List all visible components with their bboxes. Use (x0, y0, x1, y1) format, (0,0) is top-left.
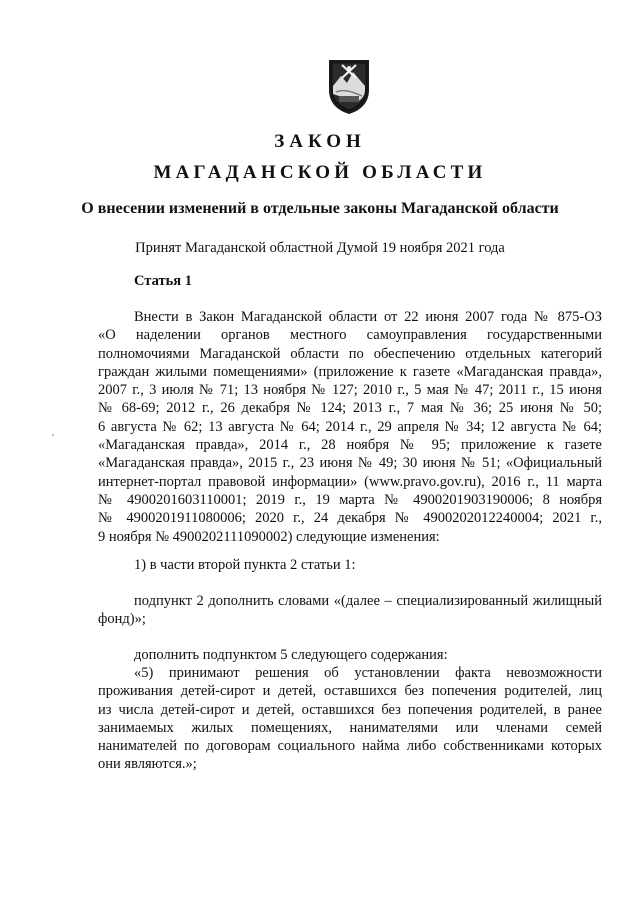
paragraph-line: «Магаданская правда», 2014 г., 28 ноября № 95; приложение к газете (98, 437, 602, 454)
paragraph-line: 6 августа № 62; 13 августа № 64; 2014 г., 29 апреля № 34; 12 августа № 64; (98, 418, 602, 435)
paragraph-line: 2007 г., 3 июля № 71; 13 ноября № 127; 2010 г., 5 мая № 47; 2011 г., 15 июня (98, 382, 602, 399)
paragraph-line: проживания детей-сирот и детей, оставшихся без попечения родителей, лиц (98, 683, 602, 700)
paragraph-line: интернет-портал правовой информации» (www.pravo.gov.ru), 2016 г., 11 марта (98, 473, 602, 490)
paragraph-line: № 68-69; 2012 г., 26 декабря № 124; 2013 г., 7 мая № 36; 25 июня № 50; (98, 400, 602, 417)
add-subitem-5-paragraph (98, 646, 602, 664)
paragraph-line: фонд)»; (98, 611, 146, 628)
paragraph-line: 1) в части второй пункта 2 статьи 1: (134, 557, 356, 573)
paragraph-line: «О наделении органов местного самоуправления государственными (98, 327, 602, 344)
paragraph-line: «5) принимают решения об установлении факта невозможности (134, 665, 602, 681)
paragraph-line: из числа детей-сирот и детей, оставшихся без попечения родителей, в ранее (98, 701, 602, 718)
paragraph-line: занимаемых жилых помещениях, нанимателями или членами семей (98, 719, 602, 736)
paragraph-line: Внести в Закон Магаданской области от 22 июня 2007 года № 875-ОЗ (134, 309, 602, 325)
paragraph-line: полномочиями Магаданской области по обеспечению отдельных категорий (98, 345, 602, 362)
subitem-5-quote (98, 664, 602, 774)
paragraph-line: граждан жилыми помещениями» (приложение к газете «Магаданская правда», (98, 363, 602, 380)
adoption-note: Принят Магаданской областной Думой 19 ноября 2021 года (135, 240, 505, 256)
paragraph-line: подпункт 2 дополнить словами «(далее – специализированный жилищный (134, 593, 602, 609)
item-1-paragraph (98, 556, 602, 574)
article-intro-paragraph (98, 308, 602, 546)
paragraph-line: они являются.»; (98, 756, 197, 773)
region-title: МАГАДАНСКОЙ ОБЛАСТИ (153, 162, 487, 183)
paragraph-line: № 4900201911080006; 2020 г., 24 декабря № 4900202012240004; 2021 г., (98, 510, 602, 527)
scan-speck (52, 434, 54, 436)
paragraph-line: дополнить подпунктом 5 следующего содержания: (134, 647, 448, 663)
coat-of-arms-icon (325, 56, 373, 116)
article-heading: Статья 1 (134, 273, 192, 289)
subitem-2-paragraph (98, 592, 602, 629)
law-title: ЗАКОН (274, 131, 366, 152)
paragraph-line: «Магаданская правда», 2015 г., 23 июня № 49; 30 июня № 51; «Официальный (98, 455, 602, 472)
paragraph-line: нанимателей по договорам социального найма либо собственниками которых (98, 738, 602, 755)
paragraph-line: № 4900201603110001; 2019 г., 19 марта № 4900201903190006; 8 ноября (98, 491, 602, 508)
law-subject: О внесении изменений в отдельные законы Магаданской области (81, 200, 559, 217)
paragraph-line: 9 ноября № 4900202111090002) следующие изменения: (98, 528, 440, 545)
